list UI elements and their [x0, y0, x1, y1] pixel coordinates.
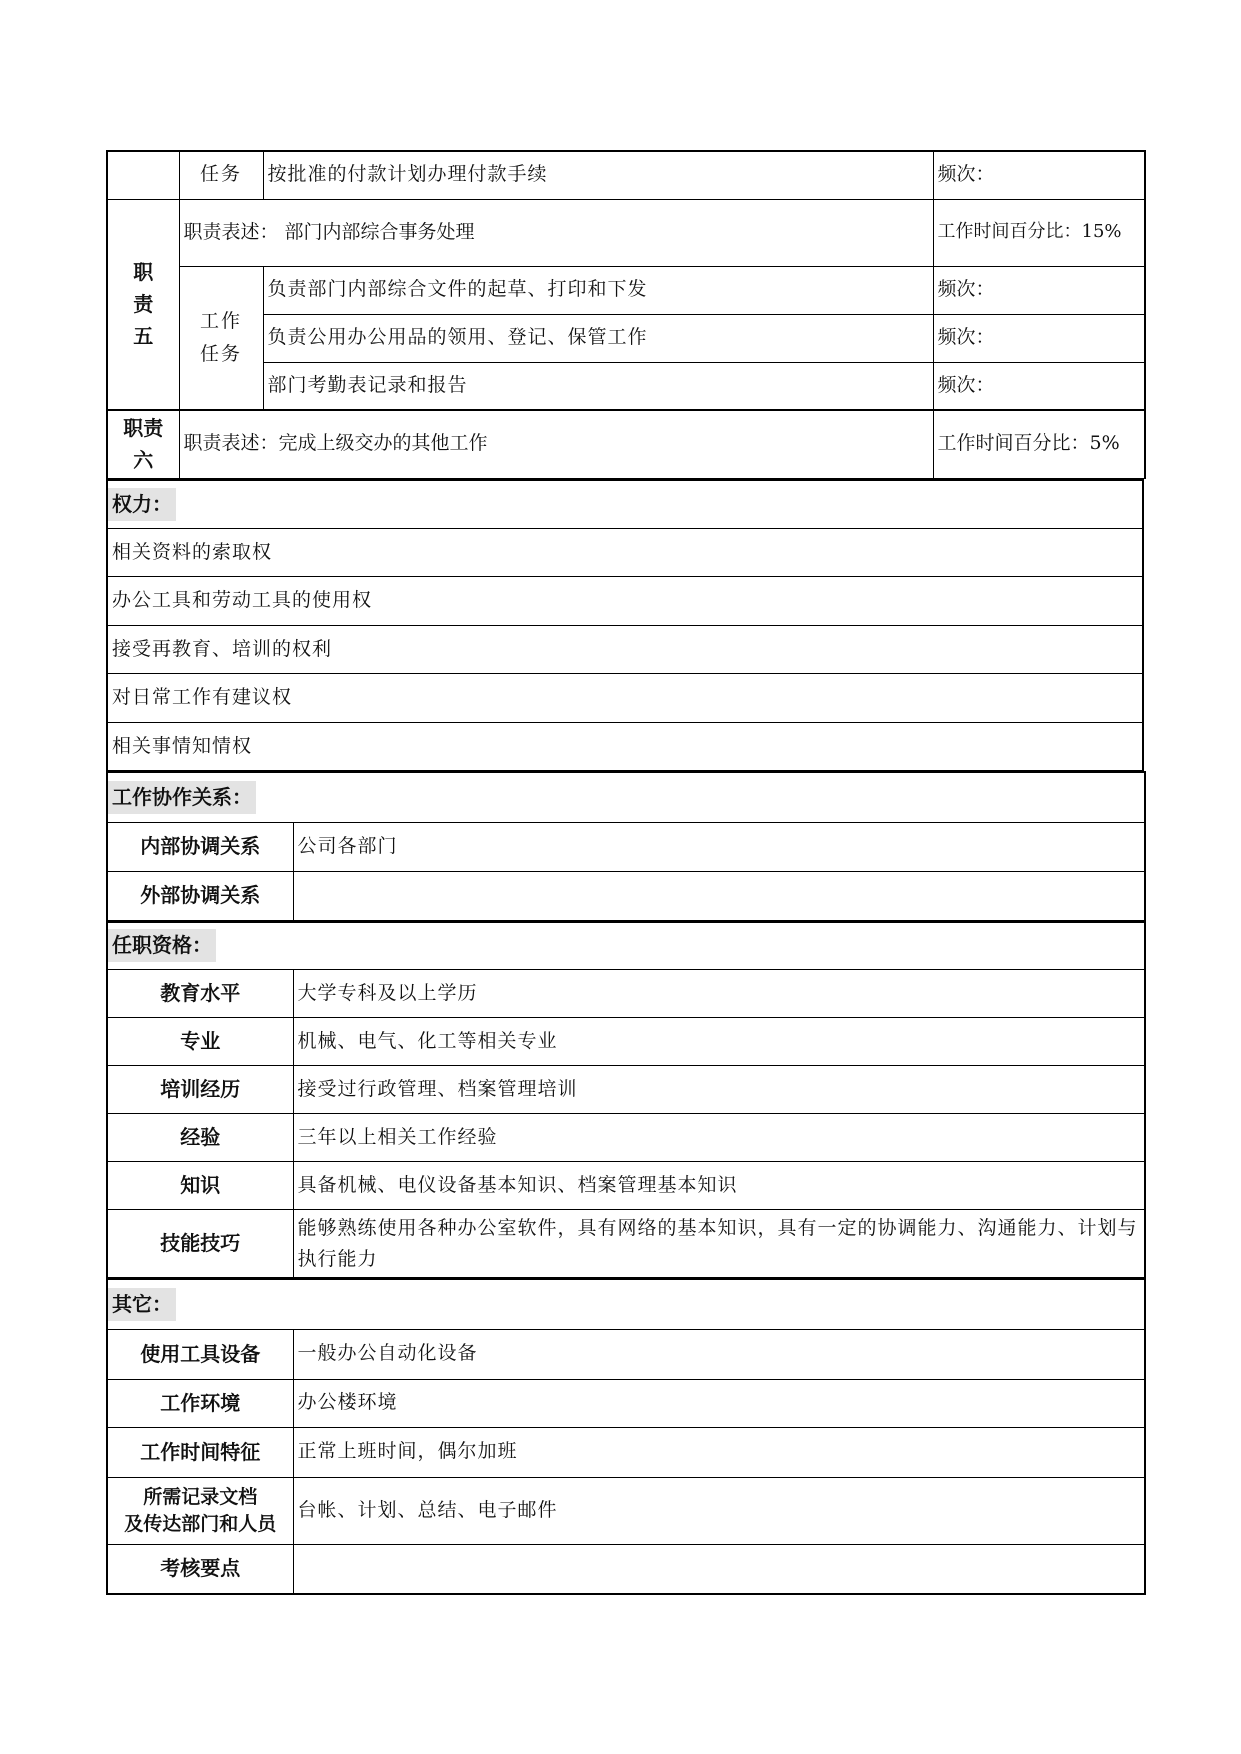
duty6-label: 职责 六	[107, 410, 179, 478]
task-frequency: 频次：	[933, 151, 1145, 199]
cooperation-section-title	[107, 772, 1145, 822]
authority-table	[106, 479, 1144, 772]
duties-table	[106, 150, 1146, 479]
education-label: 教育水平	[107, 970, 293, 1018]
duty5-task-3-frequency: 频次：	[933, 362, 1145, 410]
major-value: 机械、电气、化工等相关专业	[293, 1018, 1145, 1066]
tools-value: 一般办公自动化设备	[293, 1329, 1145, 1379]
education-value: 大学专科及以上学历	[293, 970, 1145, 1018]
authority-section-title	[107, 480, 1143, 529]
tools-label: 使用工具设备	[107, 1329, 293, 1379]
records-label: 所需记录文档 及传达部门和人员	[107, 1477, 293, 1544]
cooperation-table	[106, 771, 1146, 921]
duty6-description: 职责表述：完成上级交办的其他工作	[179, 410, 933, 478]
assessment-value	[293, 1544, 1145, 1594]
task-label: 任务	[179, 151, 263, 199]
work-hours-value: 正常上班时间，偶尔加班	[293, 1427, 1145, 1477]
internal-relation-value: 公司各部门	[293, 822, 1145, 871]
authority-item: 办公工具和劳动工具的使用权	[107, 577, 1143, 626]
other-section-title	[107, 1279, 1145, 1329]
duty5-task-2-frequency: 频次：	[933, 314, 1145, 362]
experience-label: 经验	[107, 1114, 293, 1162]
environment-label: 工作环境	[107, 1379, 293, 1427]
environment-value: 办公楼环境	[293, 1379, 1145, 1427]
qualification-section-title	[107, 922, 1145, 970]
authority-item: 相关事情知情权	[107, 723, 1143, 771]
major-label: 专业	[107, 1018, 293, 1066]
duty5-task-1: 负责部门内部综合文件的起草、打印和下发	[263, 266, 933, 314]
authority-item: 接受再教育、培训的权利	[107, 626, 1143, 674]
duty5-task-3: 部门考勤表记录和报告	[263, 362, 933, 410]
training-label: 培训经历	[107, 1066, 293, 1114]
duty5-task-2: 负责公用办公用品的领用、登记、保管工作	[263, 314, 933, 362]
duty6-percent: 工作时间百分比：5%	[933, 410, 1145, 478]
task-text: 按批准的付款计划办理付款手续	[263, 151, 933, 199]
external-relation-label: 外部协调关系	[107, 871, 293, 920]
internal-relation-label: 内部协调关系	[107, 822, 293, 871]
knowledge-label: 知识	[107, 1162, 293, 1210]
skills-label: 技能技巧	[107, 1210, 293, 1278]
job-description-document	[106, 150, 1144, 1595]
other-table	[106, 1278, 1146, 1595]
qualification-table	[106, 921, 1146, 1279]
duty5-percent: 工作时间百分比：15%	[933, 199, 1145, 266]
authority-title: 权力：	[108, 488, 176, 521]
duty5-description: 职责表述： 部门内部综合事务处理	[179, 199, 933, 266]
duty5-task-label: 工作 任务	[179, 266, 263, 410]
authority-item: 相关资料的索取权	[107, 529, 1143, 577]
qualification-title: 任职资格：	[108, 929, 216, 962]
other-title: 其它：	[108, 1288, 176, 1321]
cooperation-title: 工作协作关系：	[108, 781, 256, 814]
duty-label-cell	[107, 151, 179, 199]
duty5-task-1-frequency: 频次：	[933, 266, 1145, 314]
records-value: 台帐、计划、总结、电子邮件	[293, 1477, 1145, 1544]
authority-item: 对日常工作有建议权	[107, 674, 1143, 723]
work-hours-label: 工作时间特征	[107, 1427, 293, 1477]
external-relation-value	[293, 871, 1145, 920]
skills-value: 能够熟练使用各种办公室软件，具有网络的基本知识，具有一定的协调能力、沟通能力、计划与执行能力	[293, 1210, 1145, 1278]
assessment-label: 考核要点	[107, 1544, 293, 1594]
knowledge-value: 具备机械、电仪设备基本知识、档案管理基本知识	[293, 1162, 1145, 1210]
experience-value: 三年以上相关工作经验	[293, 1114, 1145, 1162]
training-value: 接受过行政管理、档案管理培训	[293, 1066, 1145, 1114]
duty5-label: 职 责 五	[107, 199, 179, 410]
